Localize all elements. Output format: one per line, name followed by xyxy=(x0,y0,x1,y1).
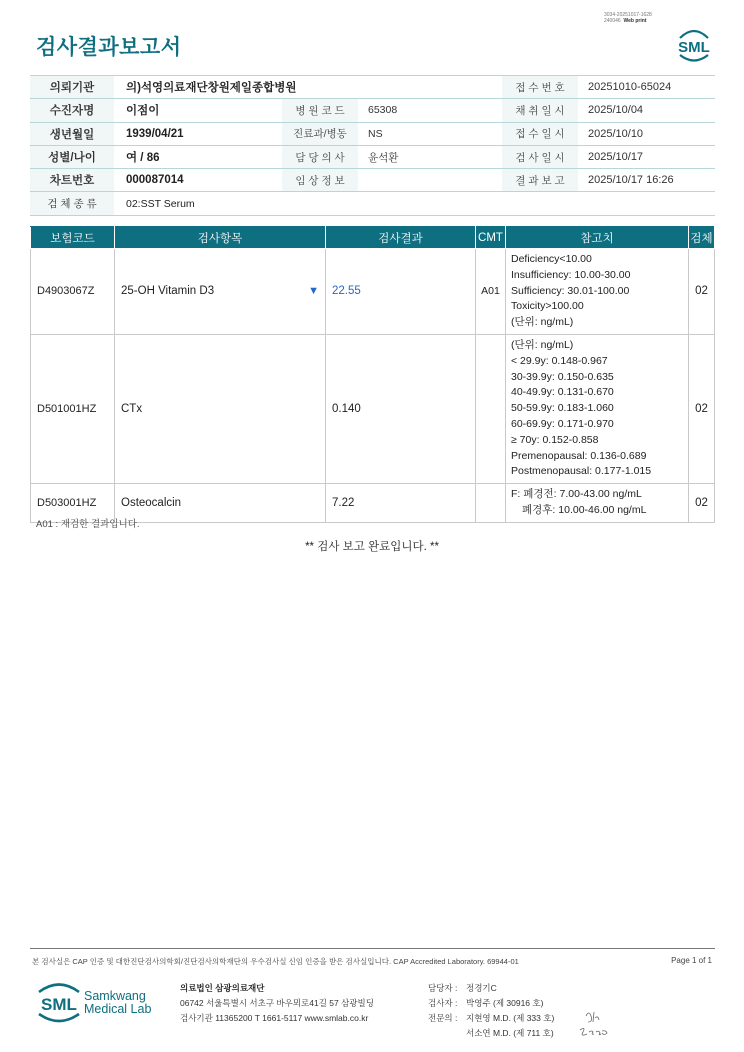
completion-message: ** 검사 보고 완료입니다. ** xyxy=(305,541,439,553)
footer-divider xyxy=(30,948,715,949)
info-value-received-date: 2025/10/10 xyxy=(578,122,715,145)
staff-info xyxy=(428,981,554,1041)
col-header-item: 검사항목 xyxy=(115,227,326,249)
ref-line: Insufficiency: 10.00-30.00 xyxy=(511,268,631,281)
info-label: 검 사 일 시 xyxy=(502,145,578,168)
info-label: 접 수 일 시 xyxy=(502,122,578,145)
cell-result: 0.140 xyxy=(326,334,476,483)
info-value-report-date: 2025/10/17 16:26 xyxy=(578,169,715,192)
info-row xyxy=(30,169,715,192)
info-label: 의뢰기관 xyxy=(30,76,114,99)
signature-icon xyxy=(578,1008,612,1042)
info-value-department: NS xyxy=(358,122,502,145)
item-name: 25-OH Vitamin D3 xyxy=(121,285,215,298)
info-value-doctor: 윤석환 xyxy=(358,145,502,168)
info-row xyxy=(30,76,715,99)
cell-result: 7.22 xyxy=(326,484,476,523)
cell-item xyxy=(115,249,326,335)
info-value-chart-number: 000087014 xyxy=(114,169,282,192)
ref-line: Premenopausal: 0.136-0.689 xyxy=(511,449,647,462)
ref-line: Toxicity>100.00 xyxy=(511,300,584,313)
cell-cmt xyxy=(476,484,506,523)
staff-row: 서소연 M.D. (제 711 호) xyxy=(466,1028,554,1038)
col-header-specimen: 검체 xyxy=(689,227,715,249)
info-row xyxy=(30,122,715,145)
ref-line: (단위: ng/mL) xyxy=(511,338,574,351)
cell-specimen: 02 xyxy=(689,249,715,335)
stamp-line-2: 240046 Web print xyxy=(604,18,647,24)
info-label: 진료과/병동 xyxy=(282,122,358,145)
print-stamp xyxy=(604,12,652,24)
ref-line: Sufficiency: 30.01-100.00 xyxy=(511,284,630,297)
ref-line: 50-59.9y: 0.183-1.060 xyxy=(511,402,614,415)
cell-result: 22.55 xyxy=(326,249,476,335)
logo-top-text: SML xyxy=(678,39,710,56)
brand-line-2: Medical Lab xyxy=(84,1002,152,1016)
report-title: 검사결과보고서 xyxy=(36,36,182,59)
info-label: 담 당 의 사 xyxy=(282,145,358,168)
patient-info-table xyxy=(30,75,715,216)
ref-line: ≥ 70y: 0.152-0.858 xyxy=(511,433,599,446)
info-label: 병 원 코 드 xyxy=(282,99,358,122)
organization-info xyxy=(180,981,374,1026)
info-value-test-date: 2025/10/17 xyxy=(578,145,715,168)
info-value-accession: 20251010-65024 xyxy=(578,76,715,99)
ref-line: F: 폐경전: 7.00-43.00 ng/mL xyxy=(511,488,642,501)
ref-line: 60-69.9y: 0.171-0.970 xyxy=(511,417,614,430)
col-header-reference: 참고치 xyxy=(506,227,689,249)
cell-reference xyxy=(506,249,689,335)
ref-line: (단위: ng/mL) xyxy=(511,316,574,329)
results-header-row xyxy=(31,227,715,249)
brand-line-1: Samkwang xyxy=(84,989,146,1003)
low-flag-icon: ▼ xyxy=(308,285,319,298)
info-value-collection-date: 2025/10/04 xyxy=(578,99,715,122)
info-value-clinical-info xyxy=(358,169,502,192)
info-label: 접 수 번 호 xyxy=(502,76,578,99)
ref-line: Deficiency<10.00 xyxy=(511,253,592,265)
sml-logo-icon xyxy=(674,26,714,64)
col-header-cmt: CMT xyxy=(476,227,506,249)
cell-specimen: 02 xyxy=(689,334,715,483)
cell-reference xyxy=(506,484,689,523)
info-label: 결 과 보 고 xyxy=(502,169,578,192)
info-label: 차트번호 xyxy=(30,169,114,192)
results-table xyxy=(30,226,715,523)
table-row xyxy=(31,334,715,483)
info-row xyxy=(30,192,715,215)
cell-item: Osteocalcin xyxy=(115,484,326,523)
ref-line: 30-39.9y: 0.150-0.635 xyxy=(511,370,614,383)
cell-cmt: A01 xyxy=(476,249,506,335)
org-name: 의료법인 삼광의료재단 xyxy=(180,983,265,993)
staff-row: 검사자 : 박영주 (제 30916 호) xyxy=(428,998,544,1008)
comment-note: A01 : 재검한 결과입니다. xyxy=(36,519,140,530)
info-value-sex-age: 여 / 86 xyxy=(114,145,282,168)
info-label: 수진자명 xyxy=(30,99,114,122)
footer-logo-text: SML xyxy=(41,995,77,1014)
org-contact: 검사기관 11365200 T 1661-5117 www.smlab.co.kr xyxy=(180,1013,369,1023)
info-label: 성별/나이 xyxy=(30,145,114,168)
ref-line: 40-49.9y: 0.131-0.670 xyxy=(511,386,614,399)
brand-name xyxy=(84,990,151,1016)
info-row xyxy=(30,145,715,168)
info-label: 생년월일 xyxy=(30,122,114,145)
stamp-line-1: 3034-20251017-1628 xyxy=(604,12,652,18)
cell-code: D4903067Z xyxy=(31,249,115,335)
cell-specimen: 02 xyxy=(689,484,715,523)
col-header-result: 검사결과 xyxy=(326,227,476,249)
info-label: 임 상 정 보 xyxy=(282,169,358,192)
info-value-hospital-code: 65308 xyxy=(358,99,502,122)
staff-row: 전문의 : 지현영 M.D. (제 333 호) xyxy=(428,1013,555,1023)
page-number: Page 1 of 1 xyxy=(671,956,712,965)
cell-code: D503001HZ xyxy=(31,484,115,523)
ref-line: 폐경후: 10.00-46.00 ng/mL xyxy=(522,503,647,516)
info-label: 검 체 종 류 xyxy=(30,192,114,215)
org-address: 06742 서울특별시 서초구 바우뫼로41길 57 삼광빌딩 xyxy=(180,998,374,1008)
cell-cmt xyxy=(476,334,506,483)
cell-reference xyxy=(506,334,689,483)
info-value-institution: 의)석영의료재단창원제일종합병원 xyxy=(114,76,502,99)
info-value-patient-name: 이점이 xyxy=(114,99,282,122)
accreditation-note: 본 검사실은 CAP 인증 및 대한진단검사의학회/진단검사의학재단의 우수검사실 신임 인증을 받은 검사실입니다. CAP Accredited Laboratory. 69944-01 xyxy=(32,957,519,966)
cell-code: D501001HZ xyxy=(31,334,115,483)
cell-item: CTx xyxy=(115,334,326,483)
info-row xyxy=(30,99,715,122)
table-row xyxy=(31,249,715,335)
staff-row: 담당자 : 정경기C xyxy=(428,983,497,993)
ref-line: Postmenopausal: 0.177-1.015 xyxy=(511,465,652,478)
col-header-code: 보험코드 xyxy=(31,227,115,249)
info-label: 채 취 일 시 xyxy=(502,99,578,122)
info-value-birthdate: 1939/04/21 xyxy=(114,122,282,145)
ref-line: < 29.9y: 0.148-0.967 xyxy=(511,354,608,367)
info-value-specimen-type: 02:SST Serum xyxy=(114,192,715,215)
